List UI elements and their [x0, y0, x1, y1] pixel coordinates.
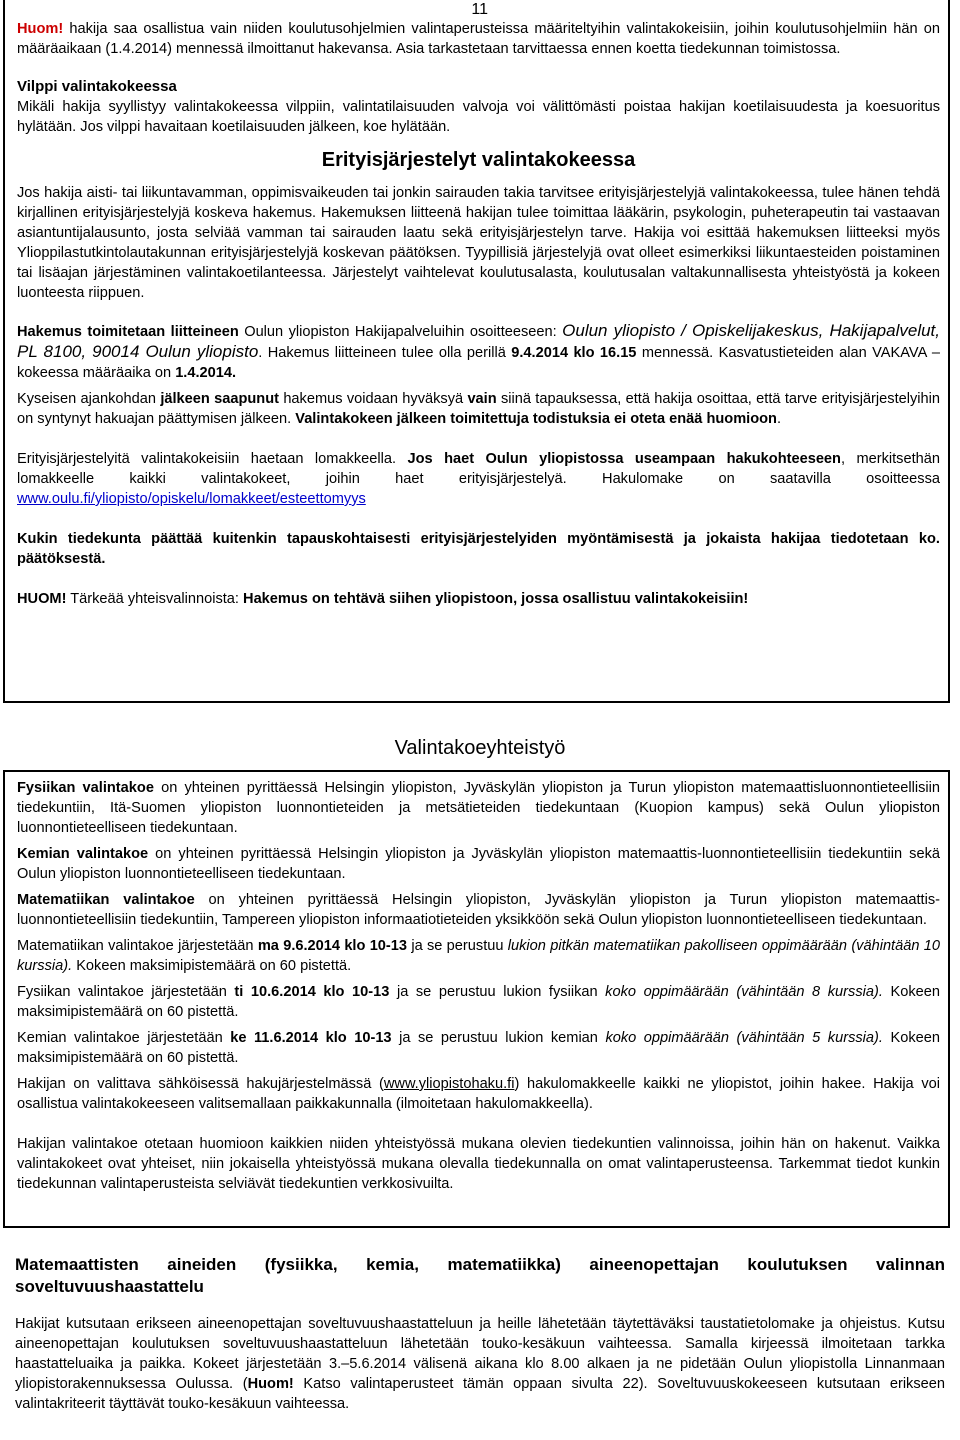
aptitude-section — [15, 1254, 945, 1414]
physics-exam-paragraph: Fysiikan valintakoe järjestetään ti 10.6.2014 klo 10-13 ja se perustuu lukion fysiikan koko oppimäärään (vähintään 8 kurssia). Kokeen maksimipistemäärä on 60 pistettä. — [17, 984, 940, 1020]
application-system-paragraph: Hakijan on valittava sähköisessä hakujärjestelmässä (www.yliopistohaku.fi) hakulomakkeelle kaikki ne yliopistot, joihin hakee. Hakija voi osallistua valintakokeeseen valitsemallaan paikkakunnalla (ilmoitetaan hakulomakkeella). — [17, 1076, 940, 1112]
application-address-paragraph: Hakemus toimitetaan liitteineen Oulun yliopiston Hakijapalveluihin osoitteeseen: Oulun yliopisto / Opiskelijakeskus, Hakijapalvelut, PL 8100, 90014 Oulun yliopisto. Hakemus liitteineen tulee olla perillä 9.4.2014 klo 16.15 mennessä. Kasvatustieteiden alan VAKAVA –kokeessa määräaika on 1.4.2014. — [17, 321, 941, 381]
huom-label: Huom! — [17, 21, 64, 37]
mailing-address: Oulun yliopisto / Opiskelijakeskus, Hakijapalvelut, PL 8100, 90014 Oulun yliopisto — [17, 321, 941, 361]
chemistry-exam-paragraph: Kemian valintakoe järjestetään ke 11.6.2014 klo 10-13 ja se perustuu lukion kemian koko oppimäärään (vähintään 5 kurssia). Kokeen maksimipistemäärä on 60 pistettä. — [17, 1030, 940, 1066]
cheating-heading: Vilppi valintakokeessa — [17, 78, 177, 95]
chemistry-paragraph: Kemian valintakoe on yhteinen pyrittäessä Helsingin yliopiston ja Jyväskylän yliopiston matemaattis-luonnontieteellisiin tiedekuntiin sekä Oulun yliopiston luonnontieteelliseen tiedekuntaan. — [17, 846, 941, 882]
special-arrangements-paragraph: Jos hakija aisti- tai liikuntavamman, oppimisvaikeuden tai jonkin sairauden takia tarvitsee erityisjärjestelyjä valintakokeessa, tulee hänen tehdä kirjallinen erityisjärjestelyjä koskeva hakemus. Hakemuksen liitteenä hakijan tulee toimittaa lääkärin, psykologin, puheterapeutin tai vastaavan asiantuntijalausunto, josta selviää vamman tai sairauden laatu sekä erityisjärjestelyn tarve. Hakija voi esittää hakemuksen liitteeksi myös Ylioppilastutkintolautakunnan erityisjärjestelyjä koskevan päätöksen. Tyypillisiä järjestelyjä ovat olleet esimerkiksi liikuntaesteiden poistaminen tai lisäajan järjestäminen valintakoetilanteessa. Järjestelyt vaihtelevat koulutusalasta, koulutusalan valtakunnallisesta yhteistyöstä ja kokeen luonteesta riippuen. — [17, 185, 940, 301]
yliopistohaku-link[interactable]: www.yliopistohaku.fi — [383, 1076, 515, 1092]
physics-paragraph: Fysiikan valintakoe on yhteinen pyrittäessä Helsingin yliopiston, Jyväskylän yliopiston ja Turun yliopiston matemaattisluonnontieteellisiin tiedekuntiin, Itä-Suomen yliopiston luonnontieteiden ja metsätieteiden tiedekuntaan (Kuopion kampus) sekä Oulun yliopiston luonnontieteelliseen tiedekuntaan. — [17, 780, 940, 836]
math-paragraph: Matematiikan valintakoe on yhteinen pyrittäessä Helsingin yliopiston, Jyväskylän yliopiston ja Turun yliopiston matemaattis-luonnontieteellisiin tiedekuntiin, Tampereen yliopiston informaatiotieteiden yksikköön sekä Oulun yliopiston luonnontieteelliseen tiedekuntaan. — [17, 892, 940, 928]
special-arrangements-heading: Erityisjärjestelyt valintakokeessa — [321, 149, 636, 171]
faculty-decision-paragraph: Kukin tiedekunta päättää kuitenkin tapauskohtaisesti erityisjärjestelyiden myöntämisestä ja jokaista hakijaa tiedotetaan ko. päätöksestä. — [17, 531, 940, 567]
math-exam-paragraph: Matematiikan valintakoe järjestetään ma 9.6.2014 klo 10-13 ja se perustuu lukion pitkän matematiikan pakolliseen oppimäärään (vähintään 10 kurssia). Kokeen maksimipistemäärä on 60 pistettä. — [17, 938, 940, 974]
important-info-box — [3, 0, 950, 703]
esteettomyys-link[interactable]: www.oulu.fi/yliopisto/opiskelu/lomakkeet/esteettomyys — [17, 491, 366, 507]
cooperation-box — [3, 770, 950, 1228]
late-application-paragraph: Kyseisen ajankohdan jälkeen saapunut hakemus voidaan hyväksyä vain siinä tapauksessa, että hakija osoittaa, että tarve erityisjärjestelyihin on syntynyt hakuajan päättymisen jälkeen. Valintakokeen jälkeen toimitettuja todistuksia ei oteta enää huomioon. — [17, 391, 940, 427]
page-number: 11 — [471, 1, 488, 18]
cheating-paragraph: Mikäli hakija syyllistyy valintakokeessa vilppiin, valintatilaisuuden valvoja voi välittömästi poistaa hakijan koetilaisuudesta ja koesuoritus hylätään. Jos vilppi havaitaan koetilaisuuden jälkeen, koe hylätään. — [17, 99, 940, 135]
cooperation-heading: Valintakoeyhteistyö — [394, 737, 566, 759]
joint-selection-note: HUOM! Tärkeää yhteisvalinnoista: Hakemus on tehtävä siihen yliopistoon, jossa osallistuu valintakokeisiin! — [17, 591, 749, 607]
form-paragraph: Erityisjärjestelyitä valintakokeisiin haetaan lomakkeella. Jos haet Oulun yliopistossa useampaan hakukohteeseen, merkitsethän lomakkeelle kaikki valintakokeet, joihin haet erityisjärjestelyä. Hakulomake on saatavilla osoitteessa www.oulu.fi/yliopisto/opiskelu/lomakkeet/esteettomyys — [17, 451, 940, 507]
aptitude-paragraph: Hakijat kutsutaan erikseen aineenopettajan soveltuvuushaastatteluun ja heille lähetetään täytettäväksi taustatietolomake ja ohjeistus. Kutsu aineenopettajan koulutuksen soveltuvuushaastatteluun lähetetään touko-kesäkuun vaihteessa. Samalla kirjeessä ilmoitetaan tarkka haastatteluaika ja paikka. Kokeet järjestetään 3.–5.6.2014 välisenä aikana klo 8.00 alkaen ja ne pidetään Oulun yliopistolla Linnanmaan yliopistorakennuksessa Oulussa. (Huom! Katso valintaperusteet tämän oppaan sivulta 22). Soveltuvuuskokeeseen kutsutaan erikseen valintakriteerit täyttävät touko-kesäkuun vaihteessa. — [15, 1316, 945, 1412]
cooperation-final-paragraph: Hakijan valintakoe otetaan huomioon kaikkien niiden yhteistyössä mukana olevien tiedekuntien valinnoissa, joihin hän on hakenut. Vaikka valintakokeet ovat yhteiset, niin jokaisella yhteistyössä mukana olevalla tiedekunnalla on omat valintaperusteensa. Tarkemmat tiedot kunkin tiedekunnan valintaperusteista selviävät tiedekuntien verkkosivuilta. — [17, 1136, 940, 1192]
aptitude-heading: Matemaattisten aineiden (fysiikka, kemia, matematiikka) aineenopettajan koulutuksen valinnan soveltuvuushaastattelu — [15, 1255, 945, 1296]
intro-paragraph: Huom! hakija saa osallistua vain niiden koulutusohjelmien valintaperusteissa määriteltyihin valintakokeisiin, joihin koulutusohjelmiin hän on määräaikaan (1.4.2014) mennessä ilmoittanut hakevansa. Asia tarkastetaan tarvittaessa ennen koetta tiedekunnan toimistossa. — [17, 21, 940, 57]
